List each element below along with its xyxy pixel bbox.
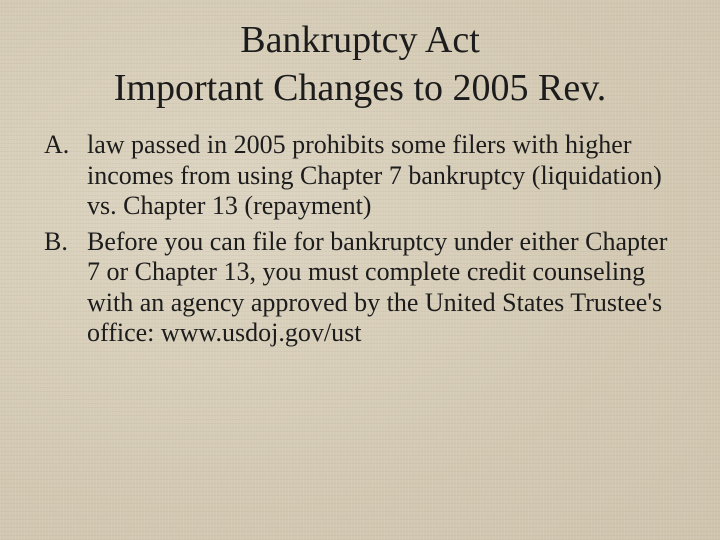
list-item-b xyxy=(44,227,684,349)
list-marker: B. xyxy=(44,226,68,256)
list-item-text: Before you can file for bankruptcy under either Chapter 7 or Chapter 13, you must complete credit counseling with an agency approved by the United States Trustee's office: www.usdoj.gov/ust xyxy=(87,226,668,347)
list-item-a xyxy=(44,130,684,222)
list-item-text: law passed in 2005 prohibits some filers with higher incomes from using Chapter 7 bankruptcy (liquidation) vs. Chapter 13 (repayment) xyxy=(87,130,662,220)
title-line-2: Important Changes to 2005 Rev. xyxy=(113,67,607,109)
bullet-list xyxy=(44,130,684,354)
title-line-1: Bankruptcy Act xyxy=(240,19,480,61)
slide-title xyxy=(0,16,720,112)
list-marker: A. xyxy=(44,130,70,159)
